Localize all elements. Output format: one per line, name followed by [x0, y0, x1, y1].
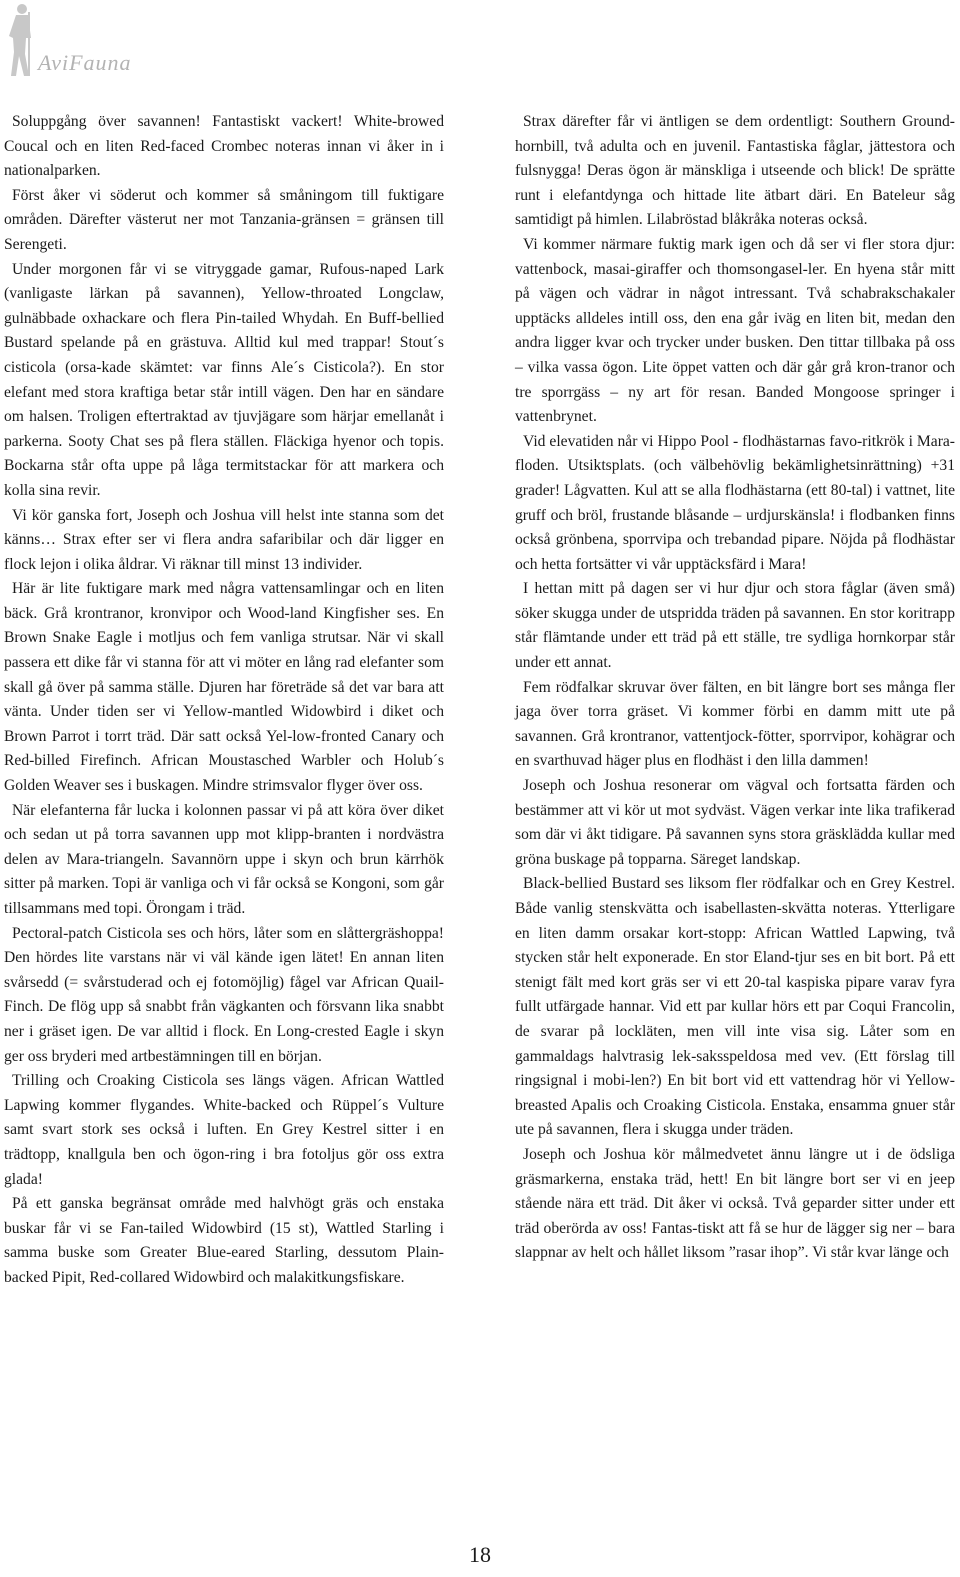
avifauna-logo: [4, 2, 184, 84]
paragraph: Här är lite fuktigare mark med några vattensamlingar och en liten bäck. Grå krontranor, kronvipor och Wood-land Kingfisher ses. En Brown Snake Eagle i motljus och fem vanliga strutsar. När vi skall passera ett dike får vi stanna för att vi möter en lång rad elefanter som skall gå över på samma ställe. Djuren har företräde så det var bara att vänta. Under tiden ser vi Yellow-mantled Widowbird i diket och Brown Parrot i torrt träd. Där satt också Yel-low-fronted Canary och Red-billed Firefinch. African Moustasched Warbler och Holub´s Golden Weaver ses i buskagen. Mindre strimsvalor flyger över oss.: [4, 580, 444, 795]
paragraph: Pectoral-patch Cisticola ses och hörs, låter som en slåttergräshoppa! Den hördes lite varstans när vi väl kände igen lätet! En annan liten svårsedd (= svårstuderad och ej fotomöjlig) fågel var African Quail-Finch. De flög upp så snabbt från vägkanten och försvann lika snabbt ner i gräset igen. De var alltid i flock. En Long-crested Eagle i skyn ger oss bryderi med artbestämningen till en början.: [4, 924, 444, 1065]
paragraph: Joseph och Joshua resonerar om vägval och fortsatta färden och bestämmer att vi kör ut mot sydväst. Vägen verkar inte lika trafikerad som där vi åkt tidigare. På savannen syns stora gräsklädda kullar med gröna buskage på topparna. Säreget landskap.: [515, 777, 955, 868]
paragraph: Trilling och Croaking Cisticola ses längs vägen. African Wattled Lapwing kommer flygandes. White-backed och Rüppel´s Vulture samt svart stork ses också i luften. En Grey Kestrel sitter i en trädtopp, knallgula ben och ögon-ring i bra fotoljus gör oss extra glada!: [4, 1072, 444, 1188]
paragraph: Joseph och Joshua kör målmedvetet ännu längre ut i de ödsliga gräsmarkerna, enstaka träd, hett! En bit längre bort ser vi en jeep stående nära ett träd. Dit åker vi också. Två geparder sitter under ett träd oberörda av oss! Fantas-tiskt att få se hur de lägger sig ner – bara slappnar av helt och hållet liksom ”rasar ihop”. Vi står kvar länge och: [515, 1145, 955, 1262]
hiker-silhouette-icon: [4, 2, 38, 80]
paragraph: Under morgonen får vi se vitryggade gamar, Rufous-naped Lark (vanligaste lärkan på savannen), Yellow-throated Longclaw, gulnäbbade oxhackare och flera Pin-tailed Whydah. En Buff-bellied Bustard spelande på en grästuva. Alltid kul med trappar! Stout´s cisticola (orsa-kade skämtet: var finns Ale´s Cisticola?). En stor elefant med stora kraftiga betar står intill vägen. Den har en sändare om halsen. Troligen eftertraktad av tjuvjägare som härjar emellanåt i parkerna. Sooty Chat ses på flera ställen. Fläckiga hyenor och topis. Bockarna står ofta uppe på låga termitstackar för att markera och kolla sina revir.: [4, 260, 444, 499]
left-column: [4, 110, 444, 1291]
paragraph: Vi kommer närmare fuktig mark igen och då ser vi fler stora djur: vattenbock, masai-giraffer och thomsongasel-ler. En hyena står mitt på vägen och vädrar in något intressant. Två schabrakschakaler upptäcks alldeles intill oss, den ena går iväg en liten bit, medan den andra ligger kvar och trycker under busken. Den tittar tillbaka på oss – vilka vassa ögon. Lite öppet vatten och där går grå kron-tranor och tre sporrgäss – ny art för resan. Banded Mongoose springer i vattenbrynet.: [515, 235, 955, 426]
paragraph: Först åker vi söderut och kommer så småningom till fuktigare områden. Därefter västerut ner mot Tanzania-gränsen = gränsen till Serengeti.: [4, 186, 444, 253]
paragraph: Black-bellied Bustard ses liksom fler rödfalkar och en Grey Kestrel. Både vanlig stenskvätta och isabellasten-skvätta noteras. Ytterligare en liten damm orsakar kort-stopp: African Wattled Lapwing, två stycken står helt exponerade. En stor Eland-tjur ses en bit bort. På ett stenigt fält med kort gräs ser vi ett 20-tal kaspiska pipare varav fyra fullt utfärgade hannar. Vid ett par kullar hörs ett par Coqui Francolin, de svarar på lockläten, men vill inte visa sig. Låter som en gammaldags halvtrasig lek-saksspeldosa med vev. (Ett förslag till ringsignal i mobi-len?) En bit bort vid ett vattendrag hör vi Yellow-breasted Apalis och Croaking Cisticola. Enstaka, ensamma gnuer står ute på savannen, flera i skugga under träden.: [515, 875, 955, 1139]
right-column: [515, 110, 955, 1266]
paragraph: I hettan mitt på dagen ser vi hur djur och stora fåglar (även små) söker skugga under de utspridda träden på savannen. En stor koritrapp står flämtande under ett träd på ett ställe, tre sydliga hornkorpar står under ett annat.: [515, 580, 955, 672]
paragraph: Vid elevatiden når vi Hippo Pool - flodhästarnas favo-ritkrök i Mara-floden. Utsiktsplats. (och välbehövlig bekämlighetsinrättning) +31 grader! Lågvatten. Kul att se alla flodhästarna (ett 80-tal) i vattnet, lite gruff och bröl, frustande blåsande – urdjurskänsla! i flodbanken finns också grönbena, sporrvipa och trebandad pipare. Nöjda på flodhästar och hetta fortsätter vi vår upptäcksfärd i Mara!: [515, 432, 955, 573]
logo-text: AviFauna: [38, 50, 132, 75]
paragraph: Strax därefter får vi äntligen se dem ordentligt: Southern Ground-hornbill, två adulta och en juvenil. Fantastiska fåglar, jättestora och fulsnygga! Deras ögon är mänskliga i utseende och blick! De sprätte runt i elefantdynga och hittade lite ätbart däri. En Bateleur såg samtidigt på himlen. Lilabröstad blåkråka noteras också.: [515, 113, 955, 229]
page-number: 18: [469, 1542, 491, 1567]
paragraph: När elefanterna får lucka i kolonnen passar vi på att köra över diket och sedan ut på torra savannen upp mot klipp-branten i nordvästra delen av Mara-triangeln. Savannörn uppe i skyn och brun kärrhök sitter på marken. Topi är vanliga och vi får också se Kongoni, som går tillsammans med topi. Örongam i träd.: [4, 801, 444, 917]
paragraph: På ett ganska begränsat område med halvhögt gräs och enstaka buskar får vi se Fan-tailed Widowbird (15 st), Wattled Starling i samma buske som Greater Blue-eared Starling, dessutom Plain-backed Pipit, Red-collared Widowbird och malakitkungsfiskare.: [4, 1195, 444, 1286]
paragraph: Soluppgång över savannen! Fantastiskt vackert! White-browed Coucal och en liten Red-faced Crombec noteras innan vi åker in i nationalparken.: [4, 113, 444, 180]
paragraph: Vi kör ganska fort, Joseph och Joshua vill helst inte stanna som det känns… Strax efter ser vi flera andra safaribilar och där ligger en flock lejon i olika åldrar. Vi räknar till minst 13 individer.: [4, 506, 444, 573]
paragraph: Fem rödfalkar skruvar över fälten, en bit längre bort ses många fler jaga över torra gräset. Vi kommer förbi en damm mitt ute på savannen. Grå krontranor, vattentjock-fötter, sporrvipor, kohägrar och en svarthuvad häger plus en flodhäst i den lilla dammen!: [515, 678, 955, 770]
